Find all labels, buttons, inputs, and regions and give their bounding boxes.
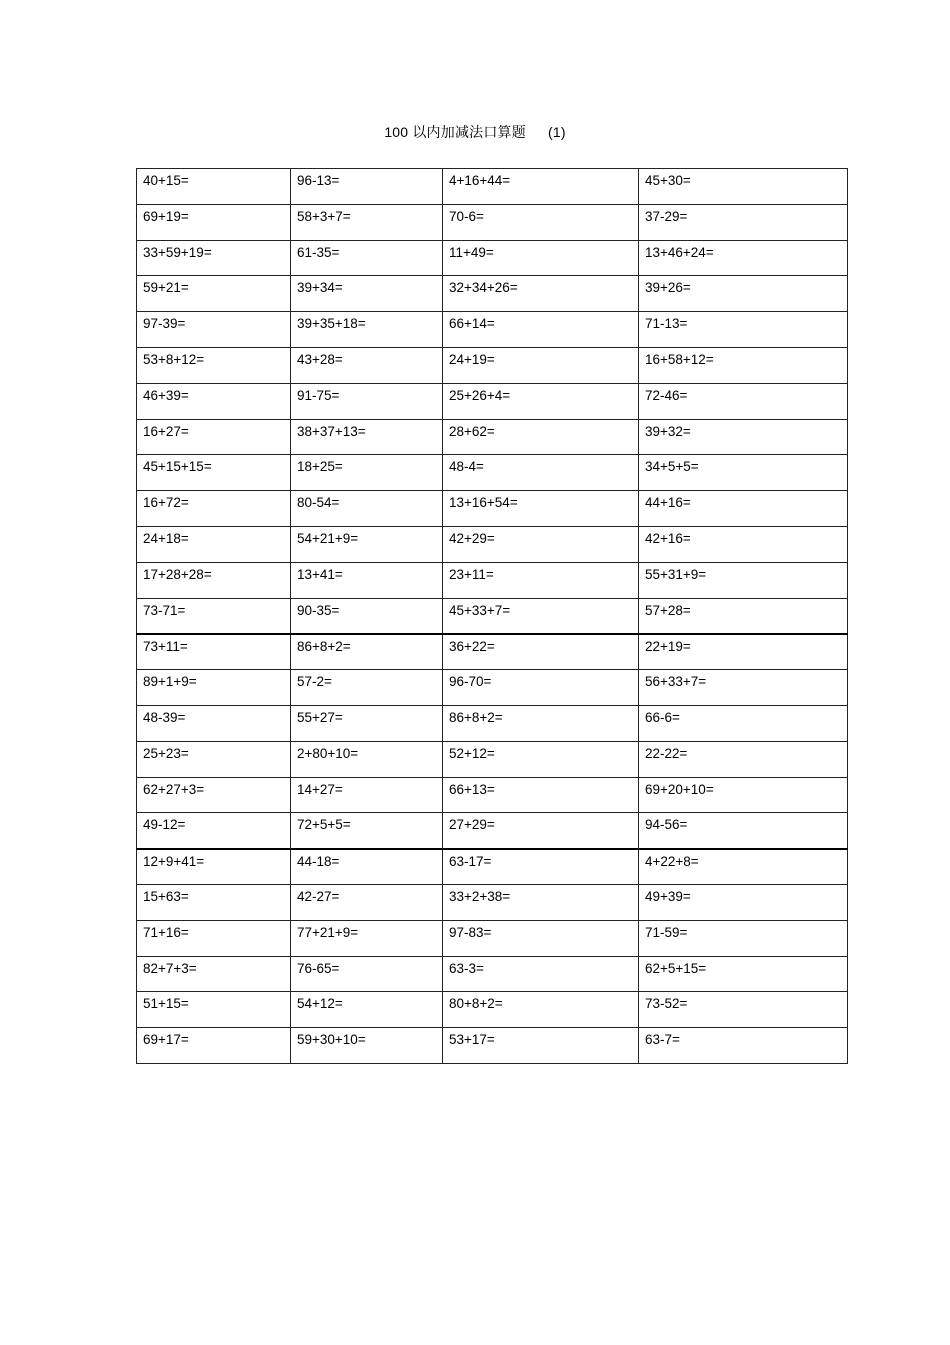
problem-cell: 28+62=: [443, 419, 639, 455]
problem-cell: 66+14=: [443, 312, 639, 348]
problem-cell: 18+25=: [291, 455, 443, 491]
problem-cell: 48-39=: [137, 705, 291, 741]
table-row: [137, 276, 848, 312]
problem-cell: 12+9+41=: [137, 849, 291, 885]
problem-cell: 38+37+13=: [291, 419, 443, 455]
problem-cell: 13+16+54=: [443, 491, 639, 527]
table-row: [137, 1028, 848, 1064]
table-row: [137, 884, 848, 920]
problem-cell: 42+29=: [443, 526, 639, 562]
problem-cell: 45+15+15=: [137, 455, 291, 491]
table-row: [137, 634, 848, 670]
problem-cell: 59+30+10=: [291, 1028, 443, 1064]
problem-cell: 57+28=: [639, 598, 848, 634]
table-row: [137, 956, 848, 992]
problem-cell: 89+1+9=: [137, 670, 291, 706]
problem-cell: 15+63=: [137, 884, 291, 920]
problem-cell: 54+12=: [291, 992, 443, 1028]
problem-cell: 24+19=: [443, 347, 639, 383]
title-main: 100 以内加减法口算题: [384, 124, 526, 140]
problem-cell: 70-6=: [443, 204, 639, 240]
table-row: [137, 383, 848, 419]
problem-cell: 71-13=: [639, 312, 848, 348]
problem-cell: 14+27=: [291, 777, 443, 813]
problem-cell: 62+27+3=: [137, 777, 291, 813]
problem-cell: 58+3+7=: [291, 204, 443, 240]
problem-cell: 16+27=: [137, 419, 291, 455]
problem-cell: 94-56=: [639, 813, 848, 849]
problem-cell: 96-70=: [443, 670, 639, 706]
problem-cell: 52+12=: [443, 741, 639, 777]
table-row: [137, 813, 848, 849]
table-row: [137, 741, 848, 777]
problem-cell: 48-4=: [443, 455, 639, 491]
problem-cell: 42+16=: [639, 526, 848, 562]
table-row: [137, 992, 848, 1028]
problem-cell: 69+20+10=: [639, 777, 848, 813]
table-row: [137, 455, 848, 491]
problem-cell: 16+72=: [137, 491, 291, 527]
problem-cell: 51+15=: [137, 992, 291, 1028]
problem-cell: 62+5+15=: [639, 956, 848, 992]
arithmetic-table: [136, 168, 848, 1064]
table-row: [137, 419, 848, 455]
problem-cell: 13+46+24=: [639, 240, 848, 276]
table-row: [137, 169, 848, 205]
table-row: [137, 777, 848, 813]
problem-cell: 33+59+19=: [137, 240, 291, 276]
problem-cell: 77+21+9=: [291, 920, 443, 956]
problem-cell: 69+17=: [137, 1028, 291, 1064]
problem-cell: 53+17=: [443, 1028, 639, 1064]
table-row: [137, 240, 848, 276]
table-row: [137, 204, 848, 240]
problem-cell: 54+21+9=: [291, 526, 443, 562]
problem-cell: 45+30=: [639, 169, 848, 205]
problem-cell: 63-17=: [443, 849, 639, 885]
arithmetic-table-body: [137, 169, 848, 1064]
problem-cell: 76-65=: [291, 956, 443, 992]
problem-cell: 91-75=: [291, 383, 443, 419]
table-row: [137, 312, 848, 348]
problem-cell: 33+2+38=: [443, 884, 639, 920]
problem-cell: 82+7+3=: [137, 956, 291, 992]
problem-cell: 17+28+28=: [137, 562, 291, 598]
problem-cell: 13+41=: [291, 562, 443, 598]
problem-cell: 39+34=: [291, 276, 443, 312]
problem-cell: 44-18=: [291, 849, 443, 885]
problem-cell: 56+33+7=: [639, 670, 848, 706]
problem-cell: 16+58+12=: [639, 347, 848, 383]
problem-cell: 39+35+18=: [291, 312, 443, 348]
problem-cell: 63-7=: [639, 1028, 848, 1064]
problem-cell: 63-3=: [443, 956, 639, 992]
problem-cell: 73-71=: [137, 598, 291, 634]
problem-cell: 71-59=: [639, 920, 848, 956]
problem-cell: 69+19=: [137, 204, 291, 240]
problem-cell: 61-35=: [291, 240, 443, 276]
problem-cell: 36+22=: [443, 634, 639, 670]
table-row: [137, 705, 848, 741]
problem-cell: 37-29=: [639, 204, 848, 240]
problem-cell: 39+32=: [639, 419, 848, 455]
problem-cell: 49-12=: [137, 813, 291, 849]
table-row: [137, 491, 848, 527]
problem-cell: 57-2=: [291, 670, 443, 706]
problem-cell: 86+8+2=: [443, 705, 639, 741]
table-row: [137, 347, 848, 383]
problem-cell: 97-39=: [137, 312, 291, 348]
problem-cell: 25+23=: [137, 741, 291, 777]
problem-cell: 23+11=: [443, 562, 639, 598]
problem-cell: 44+16=: [639, 491, 848, 527]
problem-cell: 4+16+44=: [443, 169, 639, 205]
problem-cell: 43+28=: [291, 347, 443, 383]
problem-cell: 55+31+9=: [639, 562, 848, 598]
table-row: [137, 562, 848, 598]
problem-cell: 66-6=: [639, 705, 848, 741]
problem-cell: 45+33+7=: [443, 598, 639, 634]
problem-cell: 80-54=: [291, 491, 443, 527]
problem-cell: 71+16=: [137, 920, 291, 956]
problem-cell: 2+80+10=: [291, 741, 443, 777]
problem-cell: 86+8+2=: [291, 634, 443, 670]
problem-cell: 46+39=: [137, 383, 291, 419]
problem-cell: 25+26+4=: [443, 383, 639, 419]
problem-cell: 80+8+2=: [443, 992, 639, 1028]
problem-cell: 39+26=: [639, 276, 848, 312]
problem-cell: 59+21=: [137, 276, 291, 312]
problem-cell: 97-83=: [443, 920, 639, 956]
problem-cell: 42-27=: [291, 884, 443, 920]
table-row: [137, 670, 848, 706]
page-title: [0, 122, 950, 142]
problem-cell: 22+19=: [639, 634, 848, 670]
problem-cell: 66+13=: [443, 777, 639, 813]
problem-cell: 32+34+26=: [443, 276, 639, 312]
problem-cell: 24+18=: [137, 526, 291, 562]
problem-cell: 27+29=: [443, 813, 639, 849]
problem-cell: 55+27=: [291, 705, 443, 741]
table-row: [137, 849, 848, 885]
problem-cell: 49+39=: [639, 884, 848, 920]
problem-cell: 11+49=: [443, 240, 639, 276]
problem-cell: 72-46=: [639, 383, 848, 419]
problem-cell: 34+5+5=: [639, 455, 848, 491]
table-row: [137, 526, 848, 562]
problem-cell: 73-52=: [639, 992, 848, 1028]
problem-cell: 4+22+8=: [639, 849, 848, 885]
problem-cell: 90-35=: [291, 598, 443, 634]
problem-cell: 73+11=: [137, 634, 291, 670]
table-row: [137, 920, 848, 956]
title-number: (1): [547, 124, 566, 140]
table-row: [137, 598, 848, 634]
problem-cell: 53+8+12=: [137, 347, 291, 383]
problem-cell: 22-22=: [639, 741, 848, 777]
problem-cell: 72+5+5=: [291, 813, 443, 849]
problem-cell: 40+15=: [137, 169, 291, 205]
problem-cell: 96-13=: [291, 169, 443, 205]
